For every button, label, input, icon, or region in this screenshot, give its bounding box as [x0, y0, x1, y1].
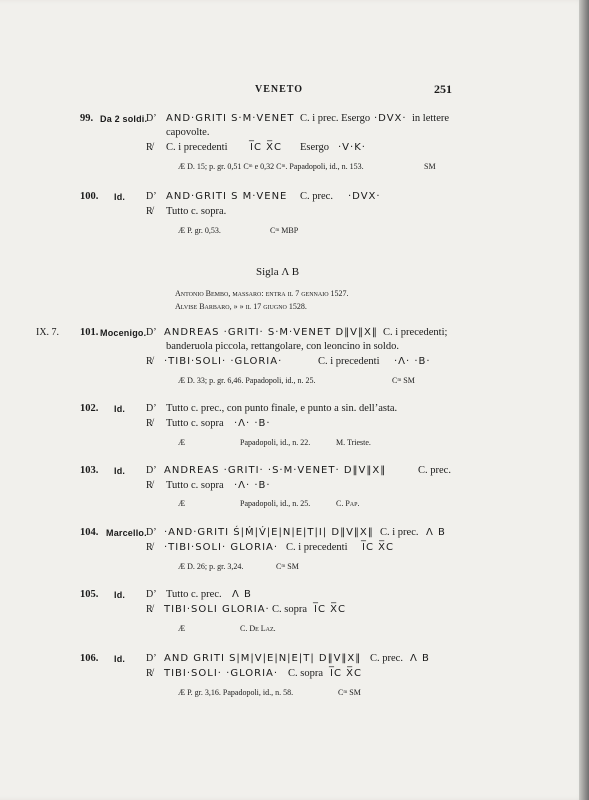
reverse-symbol: R̸: [146, 418, 153, 429]
reverse-symbol: R̸: [146, 542, 153, 553]
entry-source: Cᵐ SM: [338, 688, 361, 697]
reverse-text: C. i precedenti: [166, 142, 228, 153]
entry-source: C. De Laz.: [240, 624, 276, 633]
entry-number: 101.: [80, 327, 99, 338]
page-edge-shadow: [579, 0, 589, 800]
obverse-legend: AND·GRITI S·M·VENET: [166, 113, 295, 124]
entry-meta: Æ P. gr. 0,53.: [178, 226, 221, 235]
entry-denomination: Id.: [114, 466, 126, 476]
entry-meta: Æ: [178, 499, 186, 508]
obverse-symbol: D’: [146, 589, 157, 600]
reverse-text: C. sopra: [272, 604, 307, 615]
reverse-text: Tutto c. sopra: [166, 480, 224, 491]
obverse-symbol: D’: [146, 403, 157, 414]
obverse-legend: AND·GRITI S M·VENE: [166, 191, 288, 202]
reverse-extra: I̅C X̅C: [362, 542, 394, 553]
obverse-symbol: D’: [146, 465, 157, 476]
entry-meta: Æ: [178, 438, 186, 447]
entry-number: 100.: [80, 191, 99, 202]
reverse-extra: I̅C X̅C: [250, 142, 282, 153]
obverse-symbol: D’: [146, 527, 157, 538]
reverse-symbol: R̸: [146, 206, 153, 217]
obverse-note: Tutto c. prec., con punto finale, e punto a sin. dell’asta.: [166, 403, 398, 414]
obverse-legend: ANDREAS ·GRITI· S·M·VENET D‖V‖X‖: [164, 327, 378, 338]
reverse-text: Tutto c. sopra: [166, 418, 224, 429]
obverse-extra: ·DVX·: [374, 113, 407, 124]
entry-source: Cᵐ SM: [392, 376, 415, 385]
entry-denomination: Mocenigo.: [100, 328, 147, 338]
entry-source: C. Pap.: [336, 499, 360, 508]
entry-meta: Æ D. 26; p. gr. 3,24.: [178, 562, 244, 571]
entry-number: 105.: [80, 589, 99, 600]
entry-meta: Æ P. gr. 3,16. Papadopoli, id., n. 58.: [178, 688, 294, 697]
obverse-symbol: D’: [146, 327, 157, 338]
entry-reference: Papadopoli, id., n. 22.: [240, 438, 311, 447]
reverse-legend: TIBI·SOLI· ·GLORIA·: [164, 668, 279, 679]
obverse-tail: in lettere: [412, 113, 450, 124]
reverse-text: C. i precedenti: [318, 356, 380, 367]
obverse-note: Tutto c. prec.: [166, 589, 222, 600]
reverse-end: ·Λ· ·B·: [394, 356, 431, 367]
entry-denomination: Id.: [114, 590, 126, 600]
entry-meta: Æ D. 15; p. gr. 0,51 Cᵐ e 0,32 Cᵐ. Papadopoli, id., n. 153.: [178, 162, 364, 171]
reverse-symbol: R̸: [146, 356, 153, 367]
entry-number: 103.: [80, 465, 99, 476]
reverse-extra: I̅C X̅C: [330, 668, 362, 679]
reverse-legend: ·TIBI·SOLI· ·GLORIA·: [164, 356, 283, 367]
reverse-symbol: R̸: [146, 480, 153, 491]
entry-number: 104.: [80, 527, 99, 538]
reverse-note: Esergo: [300, 142, 329, 153]
reverse-symbol: R̸: [146, 668, 153, 679]
reverse-text: C. i precedenti: [286, 542, 348, 553]
obverse-extra: ·DVX·: [348, 191, 381, 202]
sigla-line: Antonio Bembo, massaro: entra il 7 gennaio 1527.: [175, 289, 349, 298]
obverse-legend: ANDREAS ·GRITI· ·S·M·VENET· D‖V‖X‖: [164, 465, 387, 476]
obverse-note: C. i precedenti;: [383, 327, 448, 338]
obverse-note: C. prec.: [370, 653, 403, 664]
obverse-legend: AND GRITI S|M|V|E|N|E|T| D‖V‖X‖: [164, 653, 362, 664]
entry-denomination: Marcello.: [106, 528, 147, 538]
obverse-symbol: D’: [146, 191, 157, 202]
entry-meta: Æ D. 33; p. gr. 6,46. Papadopoli, id., n. 25.: [178, 376, 316, 385]
reverse-end: ·Λ· ·B·: [234, 418, 271, 429]
reverse-text: Tutto c. sopra.: [166, 206, 227, 217]
obverse-note: C. prec.: [300, 191, 333, 202]
obverse-legend: ·AND·GRITI Ś|Ḿ|V́|E|N|E|T|I| D‖V‖X‖: [164, 527, 374, 538]
entry-denomination: Id.: [114, 192, 126, 202]
obverse-note: C. i prec.: [380, 527, 419, 538]
obverse-extra: Λ B: [232, 589, 252, 600]
running-head: VENETO: [255, 84, 304, 95]
entry-number: 106.: [80, 653, 99, 664]
reverse-end: ·Λ· ·B·: [234, 480, 271, 491]
entry-denomination: Da 2 soldi.: [100, 114, 148, 124]
reverse-legend: ·TIBI·SOLI· GLORIA·: [164, 542, 279, 553]
sigla-line: Alvise Barbaro, » » il 17 giugno 1528.: [175, 302, 307, 311]
entry-number: 99.: [80, 113, 94, 124]
reverse-text: C. sopra: [288, 668, 323, 679]
entry-source: Cᵐ MBP: [270, 226, 299, 235]
page-number: 251: [434, 82, 452, 96]
reverse-symbol: R̸: [146, 604, 153, 615]
entry-meta: Æ: [178, 624, 186, 633]
reverse-legend: TIBI·SOLI GLORIA·: [164, 604, 270, 615]
obverse-continuation: banderuola piccola, rettangolare, con leoncino in soldo.: [166, 341, 399, 352]
side-reference: IX. 7.: [36, 327, 60, 338]
entry-denomination: Id.: [114, 654, 126, 664]
reverse-extra: I̅C X̅C: [314, 604, 346, 615]
obverse-continuation: capovolte.: [166, 127, 210, 138]
entry-source: SM: [424, 162, 436, 171]
entry-source: M. Trieste.: [336, 438, 371, 447]
obverse-symbol: D’: [146, 113, 157, 124]
entry-source: Cᵐ SM: [276, 562, 299, 571]
reverse-symbol: R̸: [146, 142, 153, 153]
obverse-note: C. prec.: [418, 465, 451, 476]
obverse-symbol: D’: [146, 653, 157, 664]
obverse-extra: Λ B: [426, 527, 446, 538]
reverse-end: ·V·K·: [338, 142, 366, 153]
entry-reference: Papadopoli, id., n. 25.: [240, 499, 311, 508]
obverse-extra: Λ B: [410, 653, 430, 664]
sigla-title: Sigla Λ B: [256, 266, 300, 278]
entry-number: 102.: [80, 403, 99, 414]
entry-denomination: Id.: [114, 404, 126, 414]
obverse-note: C. i prec. Esergo: [300, 113, 371, 124]
